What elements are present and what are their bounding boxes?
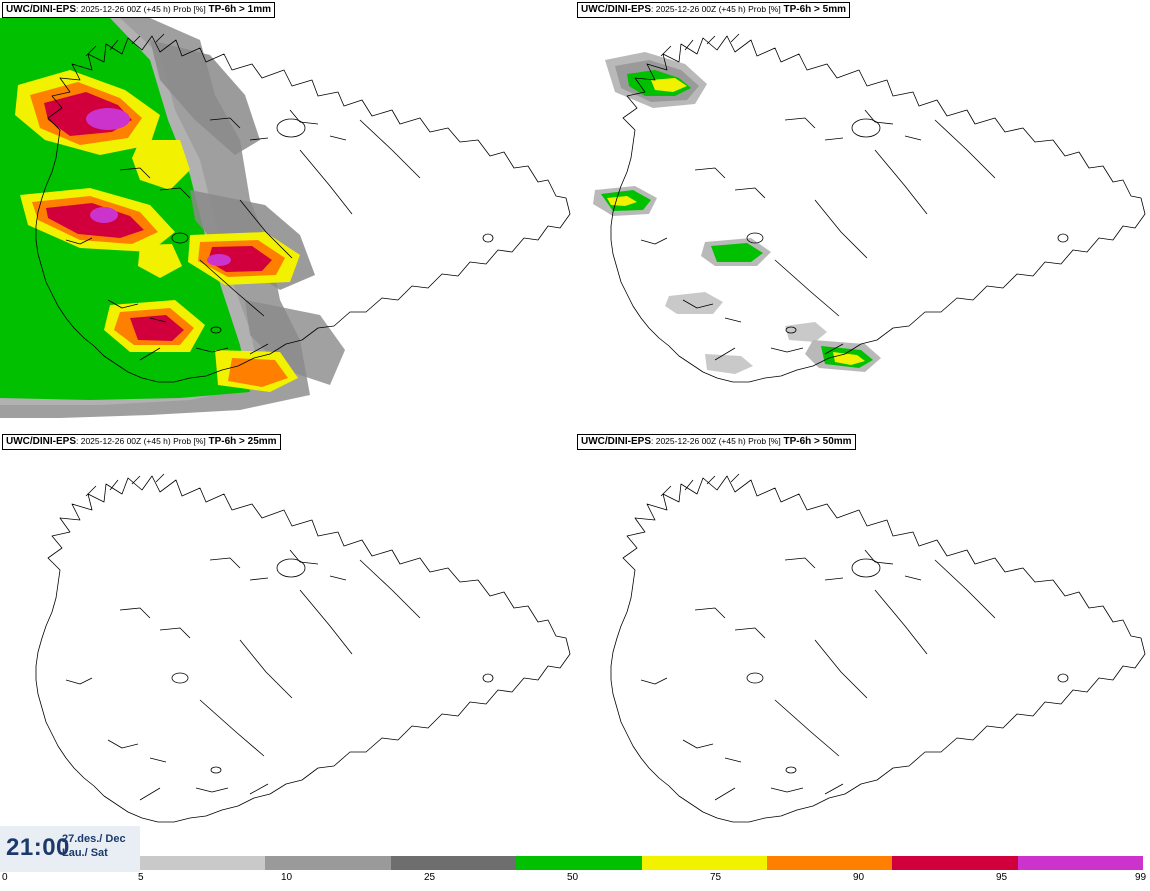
panel-tp6h-1mm[interactable]: [0, 0, 575, 432]
panel-tp6h-25mm[interactable]: [0, 432, 575, 864]
colorbar-tick-99: 99: [1135, 872, 1147, 883]
panel-title-5mm: [577, 2, 850, 18]
map-svg-25mm: [0, 432, 575, 864]
colorbar-tick-labels: [0, 872, 1150, 886]
colorbar-tick-90: 90: [853, 872, 865, 883]
panel-model-label: UWC/DINI-EPS: [581, 4, 651, 15]
valid-date-line1: 27.des./ Dec: [62, 833, 126, 845]
panel-model-label: UWC/DINI-EPS: [6, 436, 76, 447]
map-canvas-1mm: [0, 0, 575, 432]
panel-threshold-label: TP-6h > 1mm: [208, 4, 272, 15]
panel-threshold-label: TP-6h > 25mm: [208, 436, 277, 447]
valid-time: 21:00: [6, 834, 70, 861]
panel-tp6h-5mm[interactable]: [575, 0, 1150, 432]
map-canvas-50mm: [575, 432, 1150, 864]
colorbar-swatch-25: [391, 856, 516, 870]
panel-model-label: UWC/DINI-EPS: [6, 4, 76, 15]
panel-model-label: UWC/DINI-EPS: [581, 436, 651, 447]
map-svg-1mm: [0, 0, 575, 432]
colorbar-tick-10: 10: [281, 872, 293, 883]
colorbar-tick-50: 50: [567, 872, 579, 883]
colorbar-swatch-99: [1018, 856, 1143, 870]
panel-run-label: : 2025-12-26 00Z (+45 h) Prob [%]: [651, 436, 781, 446]
map-canvas-25mm: [0, 432, 575, 864]
colorbar-swatch-90: [767, 856, 892, 870]
map-svg-5mm: [575, 0, 1150, 432]
panel-title-1mm: [2, 2, 275, 18]
valid-time-box: [0, 826, 140, 872]
colorbar-tick-5: 5: [138, 872, 144, 883]
colorbar-tick-95: 95: [996, 872, 1008, 883]
colorbar-swatch-95: [892, 856, 1017, 870]
colorbar-tick-75: 75: [710, 872, 722, 883]
panel-run-label: : 2025-12-26 00Z (+45 h) Prob [%]: [76, 436, 206, 446]
panel-title-50mm: [577, 434, 856, 450]
panel-run-label: : 2025-12-26 00Z (+45 h) Prob [%]: [76, 4, 206, 14]
colorbar-swatch-75: [642, 856, 767, 870]
colorbar-swatch-5: [140, 856, 265, 870]
panel-threshold-label: TP-6h > 5mm: [783, 4, 847, 15]
colorbar-tick-25: 25: [424, 872, 436, 883]
panel-run-label: : 2025-12-26 00Z (+45 h) Prob [%]: [651, 4, 781, 14]
panel-threshold-label: TP-6h > 50mm: [783, 436, 852, 447]
footer-bar: [0, 824, 1150, 891]
valid-date: [62, 832, 126, 860]
colorbar-zero-label: 0: [2, 872, 8, 883]
probability-colorbar: [140, 856, 1143, 870]
map-canvas-5mm: [575, 0, 1150, 432]
panel-title-25mm: [2, 434, 281, 450]
map-svg-50mm: [575, 432, 1150, 864]
panel-tp6h-50mm[interactable]: [575, 432, 1150, 864]
colorbar-swatch-50: [516, 856, 641, 870]
colorbar-swatch-10: [265, 856, 390, 870]
valid-date-line2: Lau./ Sat: [62, 847, 108, 859]
